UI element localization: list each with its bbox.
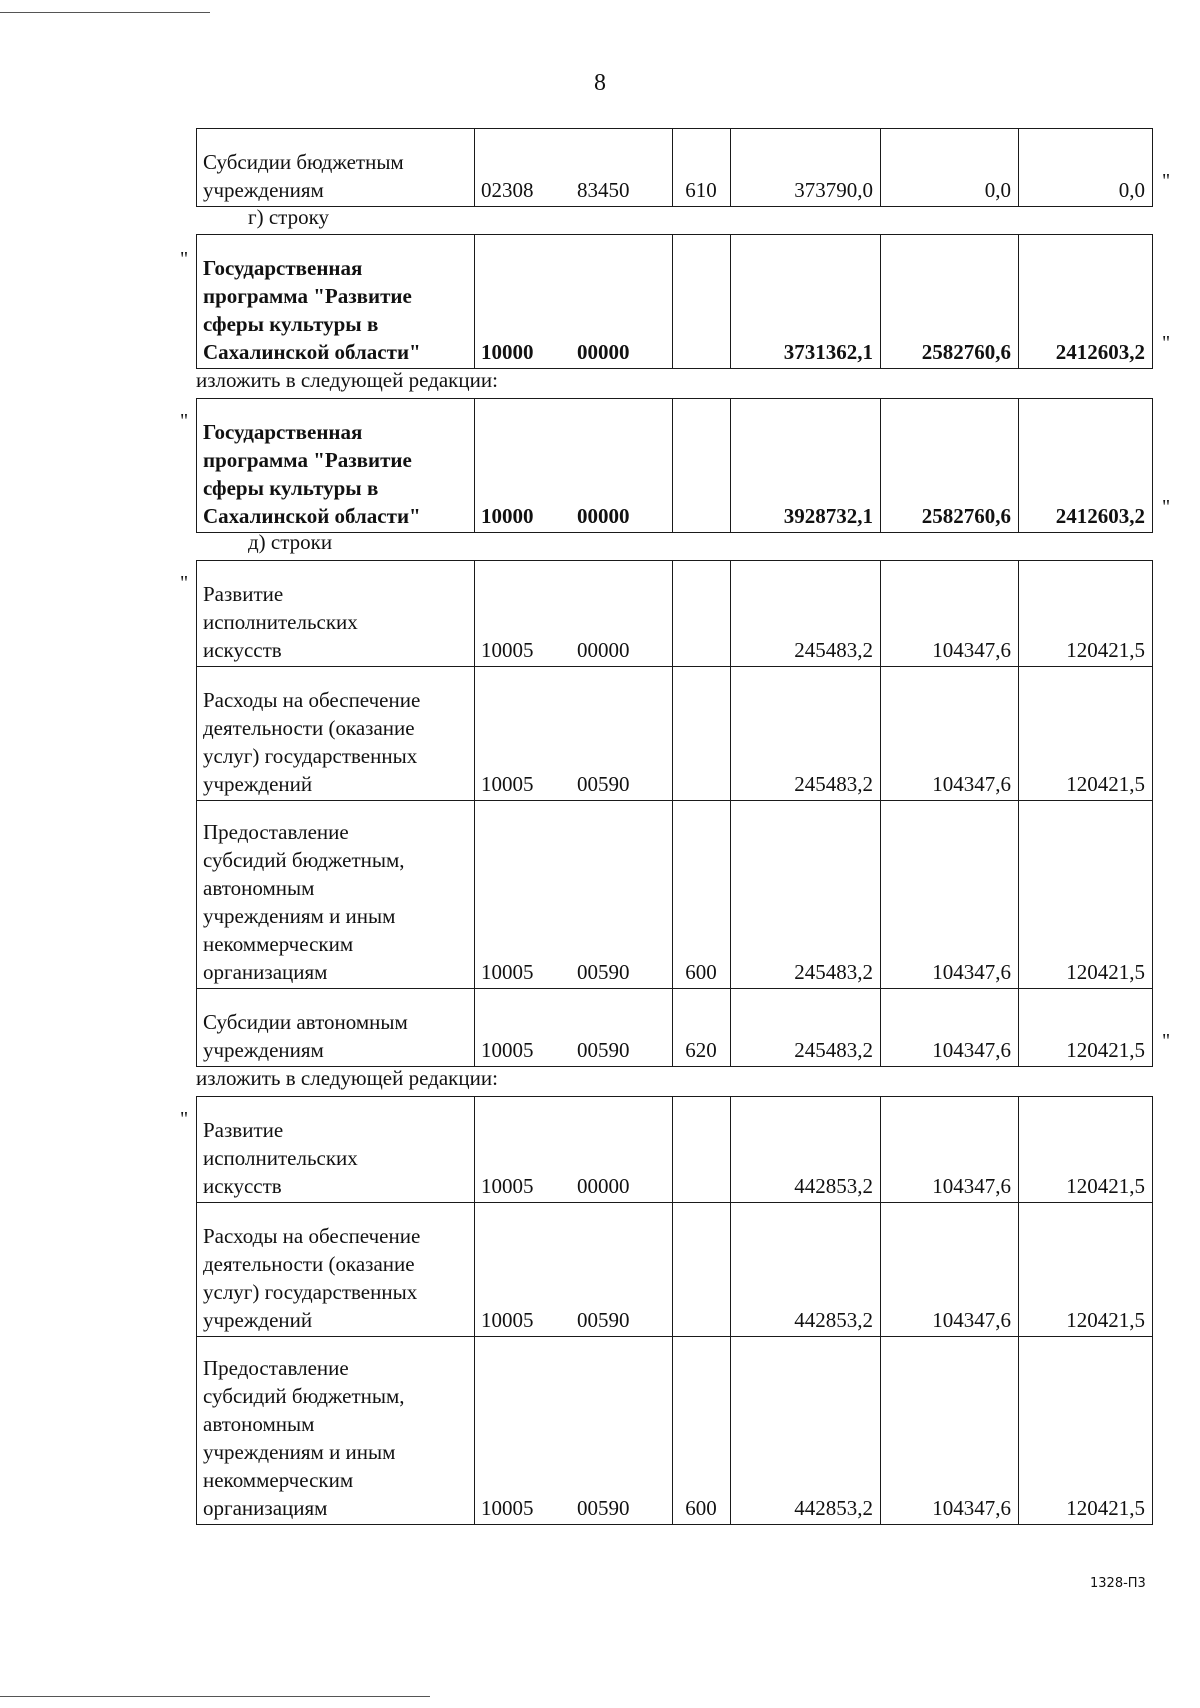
amount-year-3-cell: 120421,5 — [1019, 1097, 1153, 1203]
amount-year-3-cell: 120421,5 — [1019, 667, 1153, 801]
direction-code: 00590 — [577, 1496, 630, 1520]
direction-code: 00000 — [577, 1174, 630, 1198]
direction-code: 00000 — [577, 638, 630, 662]
program-code-cell — [475, 129, 673, 207]
table-row — [197, 561, 1153, 667]
item-name-cell: Развитие исполнительских искусств — [197, 1097, 475, 1203]
amount-year-2-cell: 2582760,6 — [881, 235, 1019, 369]
expense-type-cell — [673, 235, 731, 369]
table-row — [197, 1203, 1153, 1337]
item-name-cell: Государственная программа "Развитие сферы культуры в Сахалинской области" — [197, 235, 475, 369]
program-code-cell — [475, 1097, 673, 1203]
opening-quote: " — [180, 572, 189, 594]
table-row — [197, 667, 1153, 801]
table-row — [197, 235, 1153, 369]
expense-type-cell: 610 — [673, 129, 731, 207]
budget-table-5 — [196, 1096, 1153, 1525]
expense-type-cell — [673, 561, 731, 667]
expense-type-cell — [673, 1097, 731, 1203]
program-code: 10005 — [481, 1308, 534, 1332]
amount-year-1-cell: 3928732,1 — [731, 399, 881, 533]
amount-year-3-cell: 120421,5 — [1019, 561, 1153, 667]
direction-code: 00000 — [577, 504, 630, 528]
amount-year-3-cell: 0,0 — [1019, 129, 1153, 207]
item-name-cell: Предоставление субсидий бюджетным, автономным учреждениям и иным некоммерческим организациям — [197, 1337, 475, 1525]
opening-quote: " — [180, 410, 189, 432]
item-name-cell: Субсидии автономным учреждениям — [197, 989, 475, 1067]
program-code: 10005 — [481, 638, 534, 662]
program-code-cell — [475, 561, 673, 667]
expense-type-cell: 600 — [673, 801, 731, 989]
program-code: 10005 — [481, 1496, 534, 1520]
caption-g-row: г) строку — [248, 205, 330, 229]
caption-replace-2: изложить в следующей редакции: — [196, 1066, 498, 1090]
amount-year-1-cell: 442853,2 — [731, 1337, 881, 1525]
item-name-cell: Развитие исполнительских искусств — [197, 561, 475, 667]
amount-year-3-cell: 120421,5 — [1019, 989, 1153, 1067]
table-row — [197, 989, 1153, 1067]
scan-top-line — [0, 12, 210, 13]
direction-code: 00590 — [577, 772, 630, 796]
closing-quote: " — [1162, 1030, 1171, 1052]
amount-year-3-cell: 120421,5 — [1019, 1203, 1153, 1337]
table-row — [197, 129, 1153, 207]
program-code: 10005 — [481, 1038, 534, 1062]
direction-code: 00590 — [577, 960, 630, 984]
program-code-cell — [475, 1203, 673, 1337]
caption-replace-1: изложить в следующей редакции: — [196, 368, 498, 392]
item-name-cell: Предоставление субсидий бюджетным, автономным учреждениям и иным некоммерческим организациям — [197, 801, 475, 989]
program-code-cell — [475, 989, 673, 1067]
table-row — [197, 801, 1153, 989]
amount-year-1-cell: 245483,2 — [731, 801, 881, 989]
table-row — [197, 1097, 1153, 1203]
program-code-cell — [475, 235, 673, 369]
amount-year-1-cell: 245483,2 — [731, 561, 881, 667]
program-code: 10000 — [481, 340, 534, 364]
expense-type-cell: 600 — [673, 1337, 731, 1525]
amount-year-2-cell: 104347,6 — [881, 1203, 1019, 1337]
amount-year-3-cell: 2412603,2 — [1019, 399, 1153, 533]
item-name-cell: Расходы на обеспечение деятельности (оказание услуг) государственных учреждений — [197, 667, 475, 801]
program-code-cell — [475, 1337, 673, 1525]
amount-year-3-cell: 2412603,2 — [1019, 235, 1153, 369]
amount-year-3-cell: 120421,5 — [1019, 801, 1153, 989]
direction-code: 83450 — [577, 178, 630, 202]
budget-table-4 — [196, 560, 1153, 1067]
expense-type-cell — [673, 399, 731, 533]
opening-quote: " — [180, 248, 189, 270]
budget-table-2 — [196, 234, 1153, 369]
direction-code: 00000 — [577, 340, 630, 364]
expense-type-cell — [673, 667, 731, 801]
amount-year-1-cell: 245483,2 — [731, 667, 881, 801]
caption-d-rows: д) строки — [248, 530, 333, 554]
program-code-cell — [475, 667, 673, 801]
amount-year-1-cell: 373790,0 — [731, 129, 881, 207]
table-row — [197, 399, 1153, 533]
budget-table-3 — [196, 398, 1153, 533]
amount-year-2-cell: 104347,6 — [881, 989, 1019, 1067]
page-number: 8 — [594, 70, 606, 96]
amount-year-2-cell: 104347,6 — [881, 801, 1019, 989]
amount-year-2-cell: 104347,6 — [881, 561, 1019, 667]
program-code: 10005 — [481, 772, 534, 796]
item-name-cell: Государственная программа "Развитие сферы культуры в Сахалинской области" — [197, 399, 475, 533]
amount-year-1-cell: 3731362,1 — [731, 235, 881, 369]
amount-year-2-cell: 104347,6 — [881, 1337, 1019, 1525]
expense-type-cell — [673, 1203, 731, 1337]
program-code: 02308 — [481, 178, 534, 202]
direction-code: 00590 — [577, 1038, 630, 1062]
amount-year-2-cell: 2582760,6 — [881, 399, 1019, 533]
budget-table-1 — [196, 128, 1153, 207]
closing-quote: " — [1162, 170, 1171, 192]
closing-quote: " — [1162, 332, 1171, 354]
amount-year-1-cell: 442853,2 — [731, 1097, 881, 1203]
amount-year-2-cell: 0,0 — [881, 129, 1019, 207]
program-code: 10005 — [481, 960, 534, 984]
program-code: 10005 — [481, 1174, 534, 1198]
program-code-cell — [475, 399, 673, 533]
amount-year-1-cell: 245483,2 — [731, 989, 881, 1067]
scan-bottom-line — [0, 1696, 430, 1697]
item-name-cell: Субсидии бюджетным учреждениям — [197, 129, 475, 207]
table-row — [197, 1337, 1153, 1525]
item-name-cell: Расходы на обеспечение деятельности (оказание услуг) государственных учреждений — [197, 1203, 475, 1337]
opening-quote: " — [180, 1108, 189, 1130]
direction-code: 00590 — [577, 1308, 630, 1332]
footer-code: 1328-П3 — [1090, 1576, 1146, 1591]
amount-year-2-cell: 104347,6 — [881, 1097, 1019, 1203]
amount-year-2-cell: 104347,6 — [881, 667, 1019, 801]
closing-quote: " — [1162, 496, 1171, 518]
expense-type-cell: 620 — [673, 989, 731, 1067]
program-code: 10000 — [481, 504, 534, 528]
program-code-cell — [475, 801, 673, 989]
amount-year-1-cell: 442853,2 — [731, 1203, 881, 1337]
amount-year-3-cell: 120421,5 — [1019, 1337, 1153, 1525]
